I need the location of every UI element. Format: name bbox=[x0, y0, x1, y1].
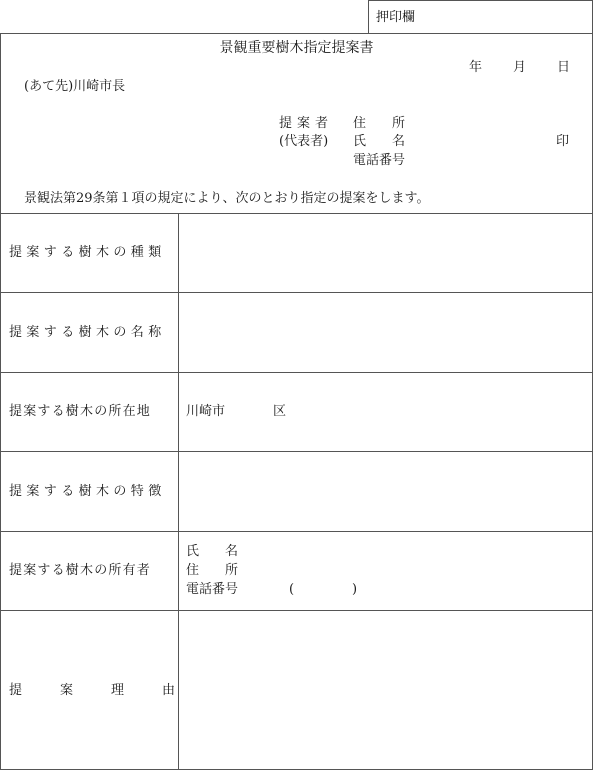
stamp-box-label: 押印欄 bbox=[376, 10, 416, 25]
row-label-type: 提案する樹木の種類 bbox=[9, 245, 166, 260]
proposer-role: 提案者 bbox=[279, 116, 334, 131]
owner-phone-close-paren: ) bbox=[352, 582, 358, 597]
row-label-location: 提案する樹木の所在地 bbox=[9, 404, 152, 419]
location-input-area[interactable] bbox=[179, 373, 593, 451]
row-label-name: 提案する樹木の名称 bbox=[9, 325, 166, 340]
owner-address-label: 住 所 bbox=[186, 563, 239, 578]
owner-input-area[interactable] bbox=[179, 532, 593, 610]
date-month: 月 bbox=[513, 60, 527, 75]
proposer-phone-label: 電話番号 bbox=[353, 153, 406, 168]
proposer-role-sub: (代表者) bbox=[279, 134, 329, 149]
form-title: 景観重要樹木指定提案書 bbox=[219, 40, 374, 56]
reason-input-area[interactable] bbox=[179, 611, 593, 769]
name-input-area[interactable] bbox=[179, 293, 593, 372]
features-input-area[interactable] bbox=[179, 452, 593, 531]
seal-mark: 印 bbox=[556, 134, 570, 149]
owner-phone-open-paren: ( bbox=[289, 582, 295, 597]
addressee: (あて先)川崎市長 bbox=[24, 79, 126, 94]
date-year: 年 bbox=[469, 60, 483, 75]
owner-phone-label: 電話番号 bbox=[186, 582, 239, 597]
row-label-features: 提案する樹木の特徴 bbox=[9, 484, 166, 499]
row-label-owner: 提案する樹木の所有者 bbox=[9, 563, 152, 578]
proposer-address-label: 住 所 bbox=[353, 116, 406, 131]
owner-name-label: 氏 名 bbox=[186, 544, 239, 559]
proposer-name-label: 氏 名 bbox=[353, 134, 406, 149]
location-ward: 区 bbox=[273, 404, 287, 419]
date-day: 日 bbox=[557, 60, 571, 75]
type-input-area[interactable] bbox=[179, 214, 593, 292]
location-city: 川崎市 bbox=[186, 404, 226, 419]
row-label-reason: 提案理由 bbox=[9, 683, 214, 698]
legal-statement: 景観法第29条第１項の規定により、次のとおり指定の提案をします。 bbox=[24, 191, 430, 206]
